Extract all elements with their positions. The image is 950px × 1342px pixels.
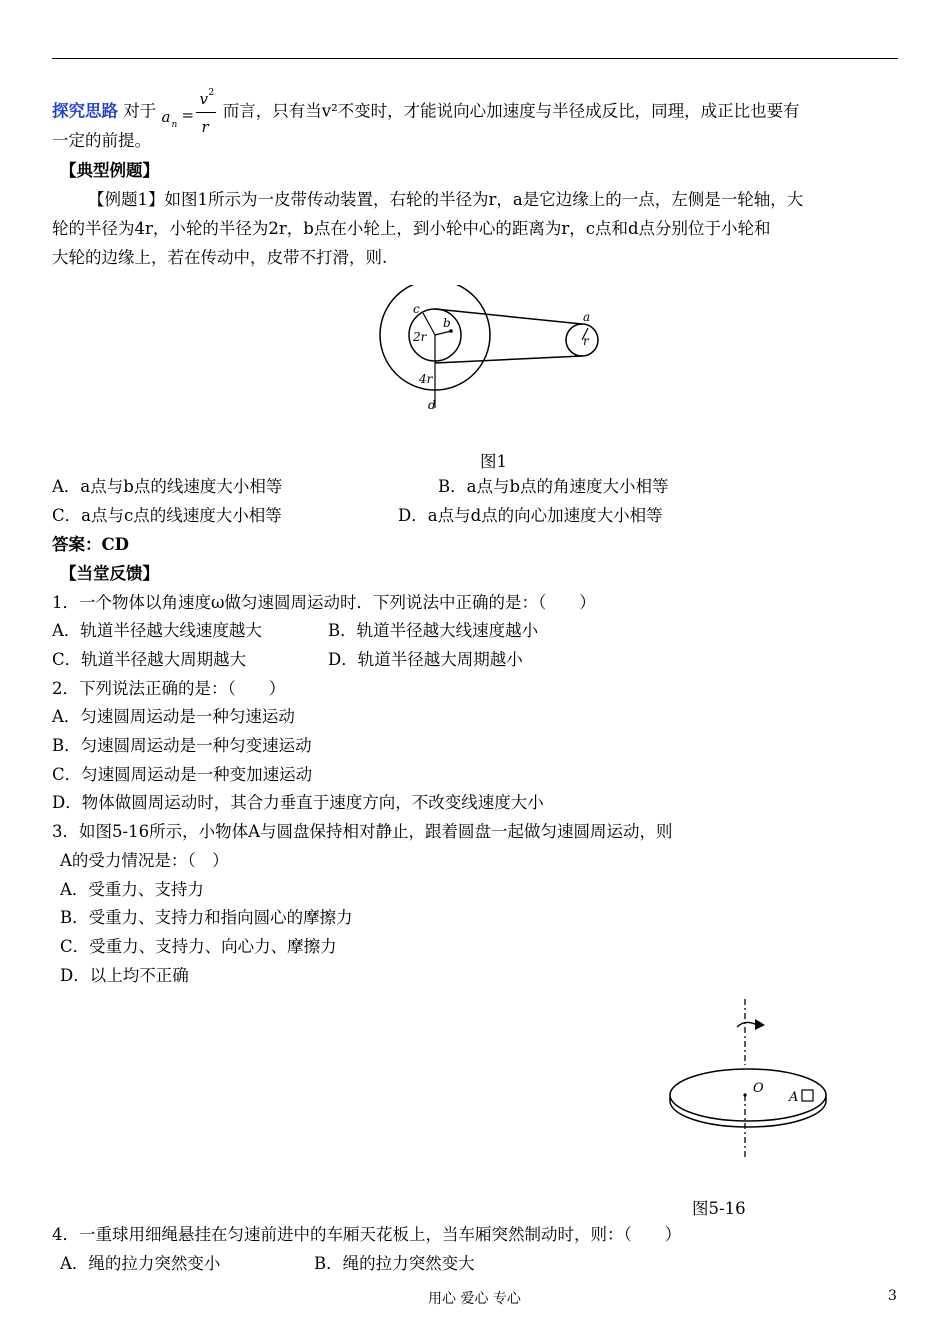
footer-slogan: 用心 爱心 专心: [428, 1291, 521, 1307]
formula-a: a: [161, 108, 171, 126]
belt-bottom: [435, 356, 582, 363]
label-r: r: [583, 334, 589, 348]
example1-option-b: B．a点与b点的角速度大小相等: [438, 477, 669, 496]
formula-num: v: [199, 90, 208, 108]
center-dot: [743, 1093, 746, 1096]
rotation-arrowhead-icon: [755, 1019, 765, 1030]
example1-option-c: C．a点与c点的线速度大小相等: [52, 506, 282, 525]
radius-b: [435, 331, 451, 335]
q3-stem-1: 3．如图5-16所示，小物体A与圆盘保持相对静止，跟着圆盘一起做匀速圆周运动，则: [52, 822, 673, 841]
q2-option-a: A．匀速圆周运动是一种匀速运动: [52, 707, 295, 726]
formula-den: r: [201, 118, 209, 136]
q1-option-a: A．轨道半径越大线速度越大: [52, 621, 262, 640]
rotating-disc-figure: [665, 995, 835, 1165]
q2-option-d: D．物体做圆周运动时，其合力垂直于速度方向，不改变线速度大小: [52, 793, 544, 812]
label-2r: 2r: [413, 330, 427, 344]
formula-sub: n: [171, 120, 178, 130]
q3-option-a: A．受重力、支持力: [60, 880, 204, 899]
label-a-block: A: [789, 1090, 799, 1105]
q3-stem-2: A的受力情况是：（ ）: [60, 851, 229, 870]
section-feedback-heading: 【当堂反馈】: [60, 564, 159, 583]
example1-answer: 答案：CD: [52, 535, 129, 554]
figure-5-16-caption: 图5-16: [692, 1199, 746, 1218]
q2-option-b: B．匀速圆周运动是一种匀变速运动: [52, 736, 312, 755]
q1-option-b: B．轨道半径越大线速度越小: [328, 621, 539, 640]
label-a: a: [583, 310, 591, 324]
section-example-heading: 【典型例题】: [60, 161, 159, 180]
explore-line-2: 一定的前提。: [52, 131, 151, 150]
label-b: b: [443, 316, 451, 330]
page-number: 3: [888, 1288, 897, 1304]
formula: [162, 86, 218, 138]
q1-stem: 1．一个物体以角速度ω做匀速圆周运动时．下列说法中正确的是：（ ）: [52, 593, 596, 612]
q2-stem: 2．下列说法正确的是：（ ）: [52, 679, 286, 698]
formula-bar: [196, 112, 216, 113]
example1-line-1: 【例题1】如图1所示为一皮带传动装置，右轮的半径为r，a是它边缘上的一点，左侧是一轮轴，大: [88, 190, 804, 209]
q4-stem: 4．一重球用细绳悬挂在匀速前进中的车厢天花板上，当车厢突然制动时，则：（ ）: [52, 1225, 682, 1244]
explore-text-post: 而言，只有当v²不变时，才能说向心加速度与半径成反比，同理，成正比也要有: [222, 101, 800, 121]
q4-option-b: B．绳的拉力突然变大: [314, 1254, 475, 1273]
rotation-arrow-icon: [737, 1022, 757, 1027]
formula-num-sup: 2: [208, 88, 215, 98]
q3-option-c: C．受重力、支持力、向心力、摩擦力: [60, 937, 337, 956]
figure-1-caption: 图1: [480, 452, 507, 471]
explore-text-pre: 对于: [123, 101, 157, 121]
q3-option-d: D．以上均不正确: [60, 966, 189, 985]
q2-option-c: C．匀速圆周运动是一种变加速运动: [52, 765, 313, 784]
explore-line-1: [52, 86, 800, 138]
example1-line-2: 轮的半径为4r，小轮的半径为2r，b点在小轮上，到小轮中心的距离为r，c点和d点分别位于小轮和: [52, 219, 771, 238]
formula-eq: =: [181, 106, 195, 124]
q1-option-d: D．轨道半径越大周期越小: [328, 650, 523, 669]
q4-option-a: A．绳的拉力突然变小: [60, 1254, 221, 1273]
belt-drive-figure: [375, 285, 610, 420]
explore-label: 探究思路: [52, 101, 118, 121]
example1-option-d: D．a点与d点的向心加速度大小相等: [398, 506, 663, 525]
label-c: c: [413, 302, 420, 316]
example1-line-3: 大轮的边缘上，若在传动中，皮带不打滑，则.: [52, 248, 388, 267]
label-o: O: [753, 1081, 764, 1096]
q1-option-c: C．轨道半径越大周期越大: [52, 650, 247, 669]
example1-option-a: A．a点与b点的线速度大小相等: [52, 477, 283, 496]
label-4r: 4r: [419, 372, 433, 386]
label-d: d: [428, 398, 436, 412]
q3-option-b: B．受重力、支持力和指向圆心的摩擦力: [60, 908, 353, 927]
header-rule: [52, 58, 898, 59]
